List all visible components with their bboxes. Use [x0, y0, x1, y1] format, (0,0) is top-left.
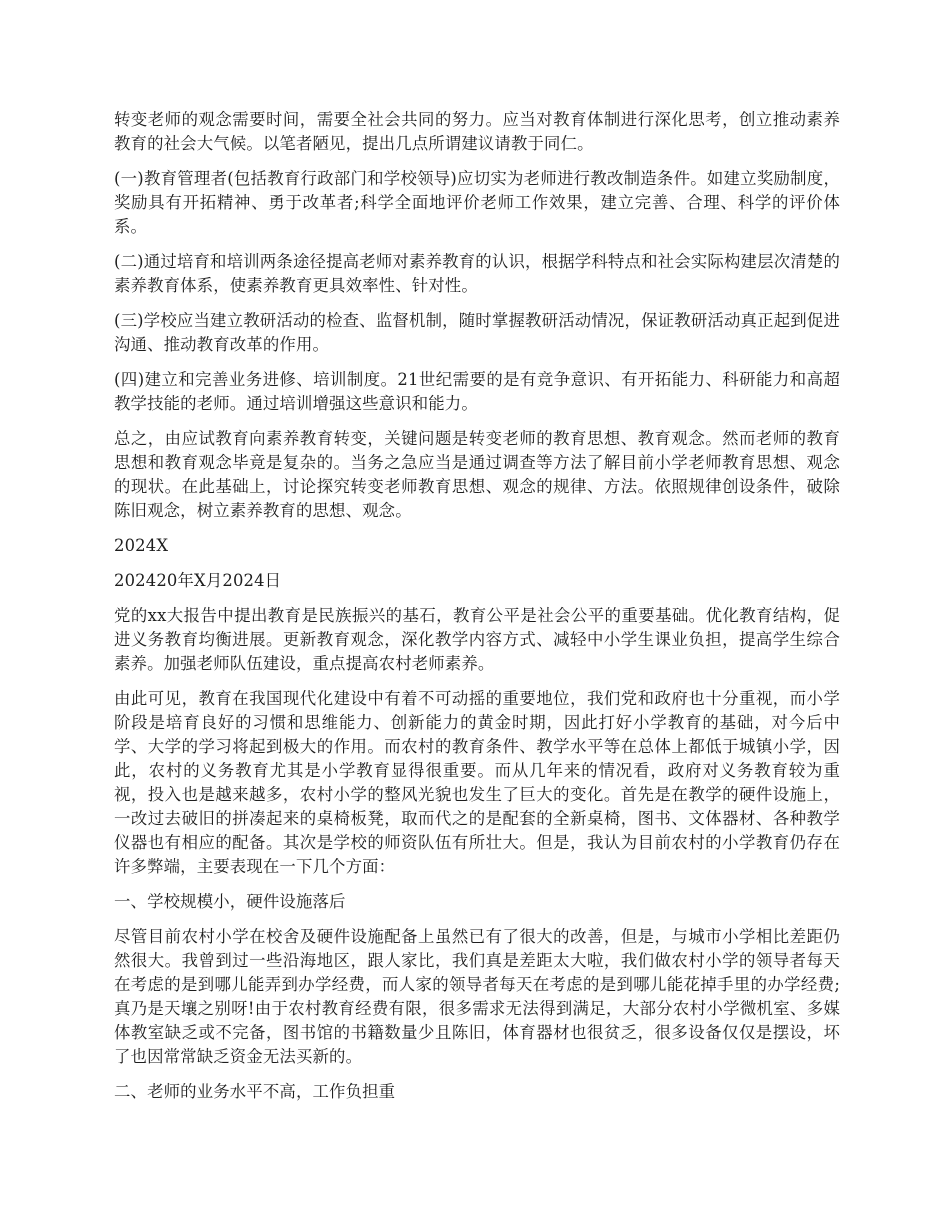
paragraph-suggestion-2: (二)通过培育和培训两条途径提高老师对素养教育的认识，根据学科特点和社会实际构建层次清楚的素养教育体系，使素养教育更具效率性、针对性。: [114, 252, 840, 295]
paragraph-section-1: 尽管目前农村小学在校舍及硬件设施配备上虽然已有了很大的改善，但是，与城市小学相比差距仍然很大。我曾到过一些沿海地区，跟人家比，我们真是差距太大啦，我们做农村小学的领导者每天在考虑的是到哪儿能弄到办学经费，而人家的领导者每天在考虑的是到哪儿能花掉手里的办学经费;真乃是天壤之别呀!由于农村教育经费有限，很多需求无法得到满足，大部分农村小学微机室、多媒体教室缺乏或不完备，图书馆的书籍数量少且陈旧，体育器材也很贫乏，很多设备仅仅是摆设，坏了也因常常缺乏资金无法买新的。: [114, 927, 840, 1066]
paragraph-conclusion: 总之，由应试教育向素养教育转变，关键问题是转变老师的教育思想、教育观念。然而老师的教育思想和教育观念毕竟是复杂的。当务之急应当是通过调查等方法了解目前小学老师教育思想、观念的现状。在此基础上，讨论探究转变老师教育思想、观念的规律、方法。依照规律创设条件，破除陈旧观念，树立素养教育的思想、观念。: [114, 429, 840, 520]
section-heading-1: 一、学校规模小，硬件设施落后: [114, 892, 346, 911]
paragraph-report: 党的xx大报告中提出教育是民族振兴的基石，教育公平是社会公平的重要基础。优化教育结构，促进义务教育均衡进展。更新教育观念，深化教学内容方式、减轻中小学生课业负担，提高学生综合素养。加强老师队伍建设，重点提高农村老师素养。: [114, 606, 840, 673]
document-date-title: 2024X: [114, 536, 169, 555]
paragraph-intro: 转变老师的观念需要时间，需要全社会共同的努力。应当对教育体制进行深化思考，创立推动素养教育的社会大气候。以笔者陋见，提出几点所谓建议请教于同仁。: [114, 110, 840, 153]
paragraph-suggestion-4: (四)建立和完善业务进修、培训制度。21世纪需要的是有竞争意识、有开拓能力、科研能力和高超教学技能的老师。通过培训增强这些意识和能力。: [114, 370, 840, 413]
paragraph-suggestion-1: (一)教育管理者(包括教育行政部门和学校领导)应切实为老师进行教改制造条件。如建立奖励制度，奖励具有开拓精神、勇于改革者;科学全面地评价老师工作效果，建立完善、合理、科学的评价体系。: [114, 169, 840, 236]
document-date: 202420年X月2024日: [114, 571, 282, 590]
paragraph-analysis: 由此可见，教育在我国现代化建设中有着不可动摇的重要地位，我们党和政府也十分重视，而小学阶段是培育良好的习惯和思维能力、创新能力的黄金时期，因此打好小学教育的基础，对今后中学、大学的学习将起到极大的作用。而农村的教育条件、教学水平等在总体上都低于城镇小学，因此，农村的义务教育尤其是小学教育显得很重要。而从几年来的情况看，政府对义务教育较为重视，投入也是越来越多，农村小学的整风光貌也发生了巨大的变化。首先是在教学的硬件设施上，一改过去破旧的拼凑起来的桌椅板凳，取而代之的是配套的全新桌椅，图书、文体器材、各种教学仪器也有相应的配备。其次是学校的师资队伍有所壮大。但是，我认为目前农村的小学教育仍存在许多弊端，主要表现在一下几个方面：: [114, 689, 840, 876]
section-heading-2: 二、老师的业务水平不高，工作负担重: [114, 1082, 396, 1101]
document-page: [114, 108, 840, 1115]
paragraph-suggestion-3: (三)学校应当建立教研活动的检查、监督机制，随时掌握教研活动情况，保证教研活动真正起到促进沟通、推动教育改革的作用。: [114, 311, 840, 354]
